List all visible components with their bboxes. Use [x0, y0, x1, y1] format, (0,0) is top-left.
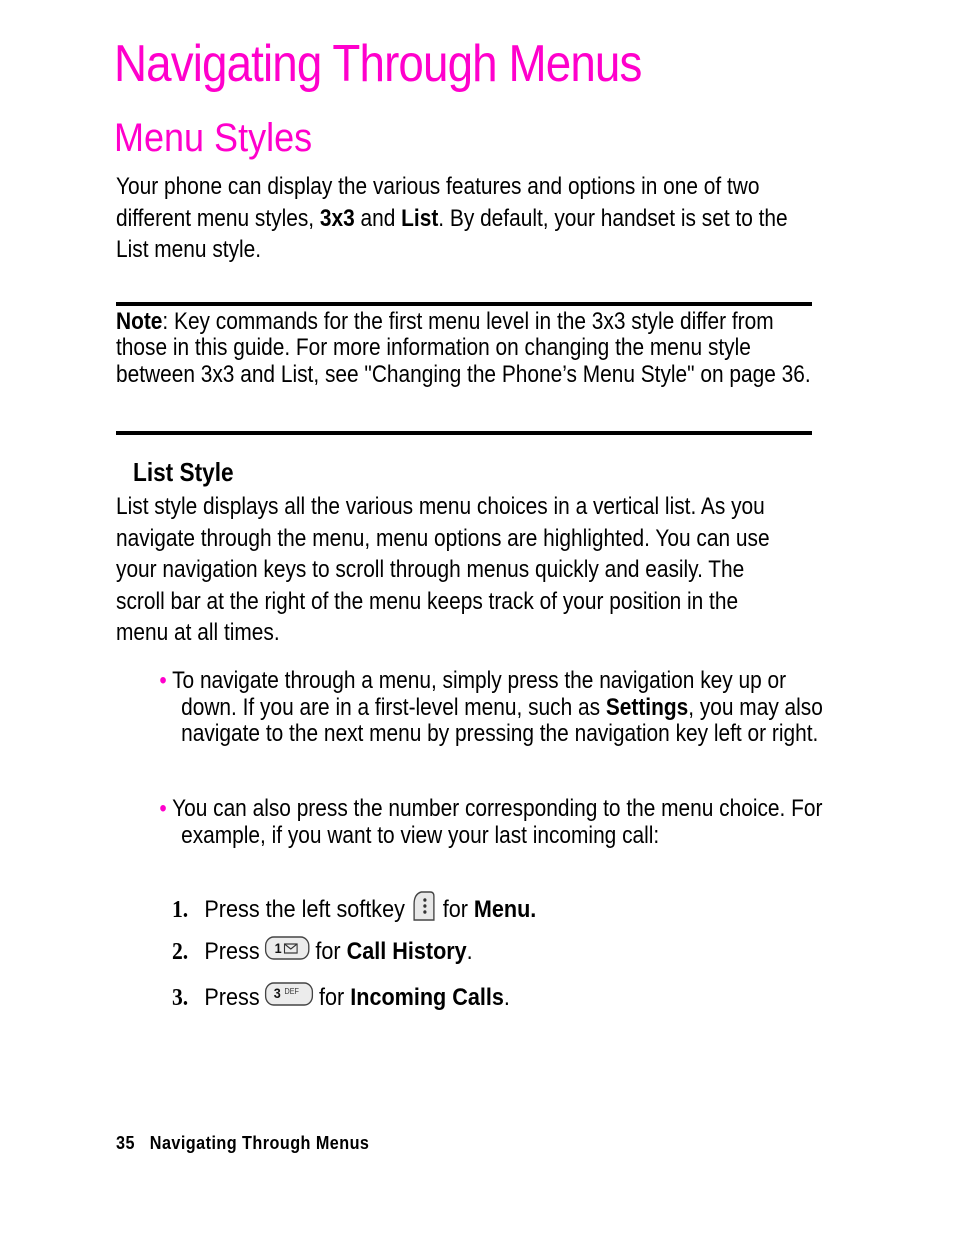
svg-text:1: 1	[274, 940, 282, 957]
note-label: Note	[116, 308, 163, 335]
step-item: 1. Press the left softkey for Menu.	[172, 890, 536, 930]
note-text: : Key commands for the first menu level in the 3x3 style differ from those in this guide. For more information on changing the menu style between 3x3 and List, see "Changing the Phone’s Menu Style" on page 36.	[116, 308, 811, 388]
list-style-paragraph: List style displays all the various menu choices in a vertical list. As you navigate through the menu, menu options are highlighted. You can use your navigation keys to scroll through menus quickly and easily. The scroll bar at the right of the menu keeps track of your position in the menu at all times.	[116, 493, 770, 646]
key-1-icon	[265, 936, 310, 968]
svg-text:3: 3	[274, 985, 282, 1002]
key-3-def-icon	[265, 982, 314, 1014]
step-item: 3. Press 3 DEF for Incoming Calls .	[172, 982, 510, 1014]
settings-label: Settings	[605, 693, 689, 721]
left-softkey-icon	[410, 890, 437, 930]
step-item: 2. Press 1 for Call History .	[172, 936, 473, 968]
page-title: Navigating Through Menus	[114, 35, 642, 93]
subheading-list-style: List Style	[133, 457, 234, 487]
section-heading-menu-styles: Menu Styles	[114, 116, 313, 160]
note-top-rule	[116, 302, 812, 306]
page-number: 35	[116, 1133, 135, 1153]
page-footer	[116, 1133, 369, 1154]
bullet-item: • You can also press the number corresponding to the menu choice. For example, if you want to view your last incoming call:	[159, 795, 823, 849]
note-block	[116, 309, 812, 388]
bullet-item: • To navigate through a menu, simply press the navigation key up or down. If you are in a first-level menu, such as Settings, you may also navigate to the next menu by pressing the navigation key left or right.	[159, 667, 823, 747]
style-list-label: List	[401, 204, 439, 232]
bullet-icon: •	[159, 795, 167, 822]
svg-text:DEF: DEF	[284, 986, 300, 997]
note-bottom-rule	[116, 431, 812, 435]
intro-paragraph: Your phone can display the various features and options in one of two different menu styles, 3x3 and List. By default, your handset is set to the List menu style.	[116, 173, 788, 263]
bullet-icon: •	[159, 667, 167, 694]
style-3x3-label: 3x3	[319, 204, 355, 232]
footer-section-title: Navigating Through Menus	[149, 1133, 370, 1153]
